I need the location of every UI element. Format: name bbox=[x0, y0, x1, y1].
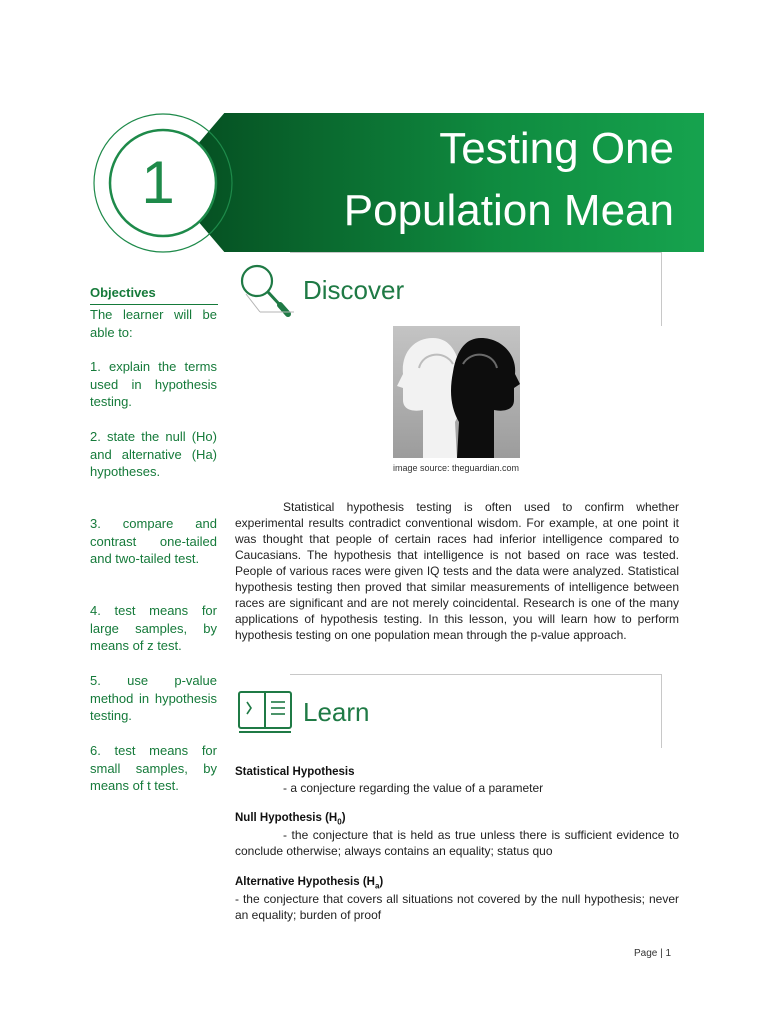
objective-item: 3. compare and contrast one-tailed and two-tailed test. bbox=[90, 516, 217, 566]
objective-item: 5. use p-value method in hypothesis testing. bbox=[90, 673, 217, 723]
objective-item: 1. explain the terms used in hypothesis testing. bbox=[90, 359, 217, 409]
chapter-number: 1 bbox=[141, 149, 175, 216]
page-number: Page | 1 bbox=[634, 948, 672, 959]
objectives-heading: Objectives bbox=[90, 285, 156, 300]
open-book-icon bbox=[237, 688, 295, 734]
learn-heading: Learn bbox=[303, 697, 370, 727]
objective-item: 6. test means for small samples, by means of t test. bbox=[90, 743, 217, 793]
definition-statistical-hypothesis: - a conjecture regarding the value of a parameter bbox=[283, 781, 544, 795]
discover-paragraph: Statistical hypothesis testing is often used to confirm whether experimental results contradict conventional wisdom. For example, at one point it was thought that people of certain races had inferior intelligence compared to Caucasians. The hypothesis that intelligence is not based on race was tested. People of various races were given IQ tests and the data were analyzed. Statistical hypothesis testing then proved that similar measurements of intelligence between races are significant and are not merely coincidental. Research is one of the many applications of hypothesis testing. In this lesson, you will learn how to perform hypothesis testing on one population mean through the p-value approach. bbox=[235, 500, 679, 642]
term-null-hypothesis: Null Hypothesis $(H_0)$ bbox=[235, 812, 346, 827]
objective-item: 2. state the null (Ho) and alternative (Ha) hypotheses. bbox=[90, 429, 217, 479]
objectives-divider bbox=[90, 304, 218, 305]
page-title-line-2: Population Mean bbox=[343, 186, 674, 235]
definition-null-hypothesis: - the conjecture that is held as true unless there is sufficient evidence to conclude otherwise; always contains an equality; status quo bbox=[235, 828, 679, 858]
definition-alternative-hypothesis: - the conjecture that covers all situations not covered by the null hypothesis; never an equality; burden of proof bbox=[235, 892, 679, 922]
term-alternative-hypothesis: Alternative Hypothesis $(H_a)$ bbox=[235, 876, 384, 891]
page-title-line-1: Testing One bbox=[439, 124, 674, 173]
term-statistical-hypothesis: Statistical Hypothesis bbox=[235, 766, 355, 778]
race-intelligence-image bbox=[393, 326, 520, 458]
discover-top-rule bbox=[290, 252, 662, 253]
magnifier-icon bbox=[238, 262, 294, 320]
learn-side-rule bbox=[661, 674, 662, 748]
learn-top-rule bbox=[290, 674, 662, 675]
image-caption: image source: theguardian.com bbox=[392, 463, 520, 473]
discover-heading: Discover bbox=[303, 275, 405, 305]
discover-side-rule bbox=[661, 252, 662, 326]
chapter-number-badge bbox=[92, 112, 234, 254]
objectives-intro: The learner will be able to: bbox=[90, 307, 217, 340]
objective-item: 4. test means for large samples, by means of z test. bbox=[90, 603, 217, 653]
